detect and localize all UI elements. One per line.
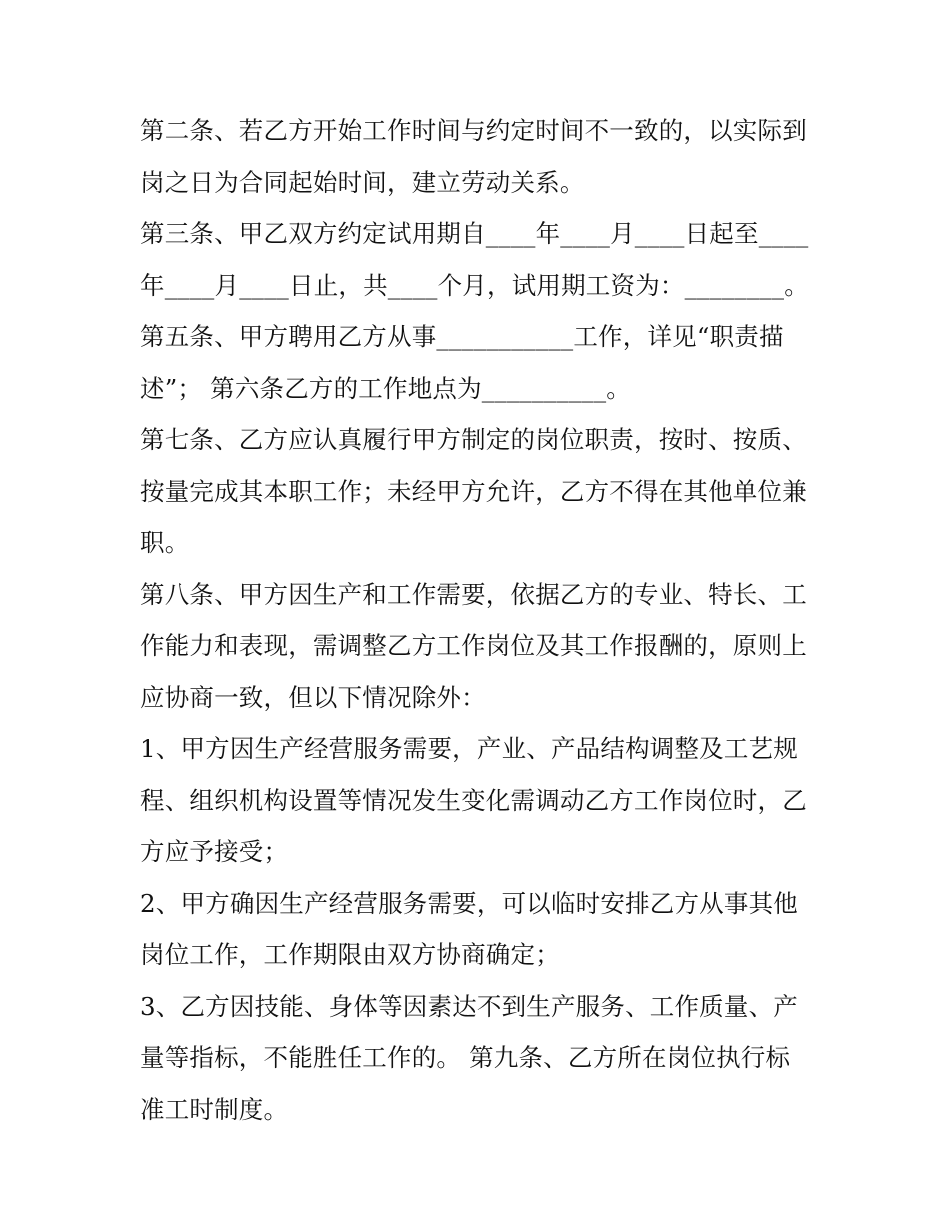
text-line: 准工时制度。 (140, 1094, 289, 1124)
text-line: 述”； 第六条乙方的工作地点为__________。 (140, 373, 632, 403)
text-line: 第五条、甲方聘用乙方从事___________工作，详见“职责描 (140, 322, 784, 351)
text-line: 第三条、甲乙双方约定试用期自____年____月____日起至____ (140, 219, 809, 248)
text-line: 第二条、若乙方开始工作时间与约定时间不一致的，以实际到 (140, 116, 807, 145)
text-line: 第七条、乙方应认真履行甲方制定的岗位职责，按时、按质、 (140, 425, 807, 454)
text-line: 第八条、甲方因生产和工作需要，依据乙方的专业、特长、工 (140, 579, 807, 609)
contract-body (140, 105, 820, 1135)
text-line: 1、甲方因生产经营服务需要，产业、产品结构调整及工艺规 (140, 734, 798, 763)
text-line: 岗位工作，工作期限由双方协商确定； (140, 940, 560, 969)
text-line: 方应予接受； (140, 837, 289, 866)
text-line: 2、甲方确因生产经营服务需要，可以临时安排乙方从事其他 (140, 888, 798, 918)
text-line: 量等指标，不能胜任工作的。 第九条、乙方所在岗位执行标 (140, 1043, 791, 1072)
text-line: 作能力和表现，需调整乙方工作岗位及其工作报酬的，原则上 (140, 631, 807, 660)
text-line: 年____月____日止，共____个月，试用期工资为：________。 (140, 270, 809, 300)
text-line: 按量完成其本职工作；未经甲方允许，乙方不得在其他单位兼 (140, 476, 807, 506)
text-line: 程、组织机构设置等情况发生变化需调动乙方工作岗位时，乙 (140, 785, 807, 815)
text-line: 岗之日为合同起始时间，建立劳动关系。 (140, 167, 585, 197)
text-line: 3、乙方因技能、身体等因素达不到生产服务、工作质量、产 (140, 991, 798, 1021)
text-line: 职。 (140, 528, 190, 557)
text-line: 应协商一致，但以下情况除外： (140, 682, 486, 712)
